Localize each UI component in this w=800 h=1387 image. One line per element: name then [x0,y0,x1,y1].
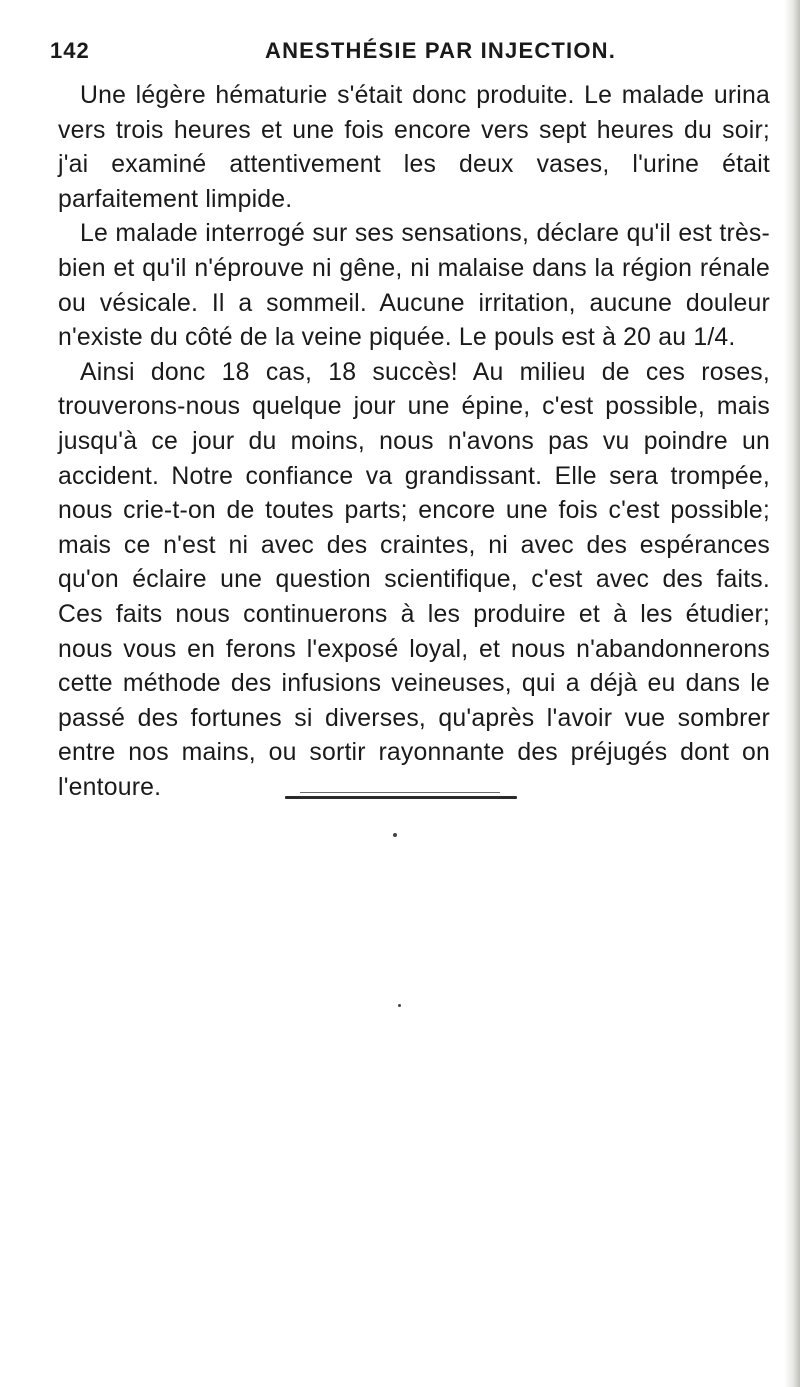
paragraph: Le malade interrogé sur ses sensations, déclare qu'il est très-bien et qu'il n'éprouve ni gêne, ni malaise dans la région rénale ou vésicale. Il a sommeil. Aucune irritation, aucune douleur n'existe du côté de la veine piquée. Le pouls est à 20 au 1/4. [58,220,770,352]
page-number: 142 [50,38,90,63]
section-divider [285,796,517,799]
running-title: ANESTHÉSIE PAR INJECTION. [265,38,617,63]
section-divider-thin [300,792,500,793]
body-text [58,79,770,805]
paragraph: Ainsi donc 18 cas, 18 succès! Au milieu de ces roses, trouverons-nous quelque jour une épine, c'est possible, mais jusqu'à ce jour du moins, nous n'avons pas vu poindre un accident. Notre confiance va grandissant. Elle sera trompée, nous crie-t-on de toutes parts; encore une fois c'est possible; mais ce n'est ni avec des craintes, ni avec des espérances qu'on éclaire une question scientifique, c'est avec des faits. Ces faits nous continuerons à les produire et à les étudier; nous vous en ferons l'exposé loyal, et nous n'abandonnerons cette méthode des infusions veineuses, qui a déjà eu dans le passé des fortunes si diverses, qu'après l'avoir vue sombrer entre nos mains, ou sortir rayonnante des préjugés dont on l'entoure. [58,358,770,801]
paragraph: Une légère hématurie s'était donc produite. Le malade urina vers trois heures et une fois encore vers sept heures du soir; j'ai examiné attentivement les deux vases, l'urine était parfaitement limpide. [58,82,770,213]
page-edge-shadow [784,0,800,1387]
print-speck [393,833,397,837]
page-header [50,36,772,66]
print-speck [398,1004,401,1007]
